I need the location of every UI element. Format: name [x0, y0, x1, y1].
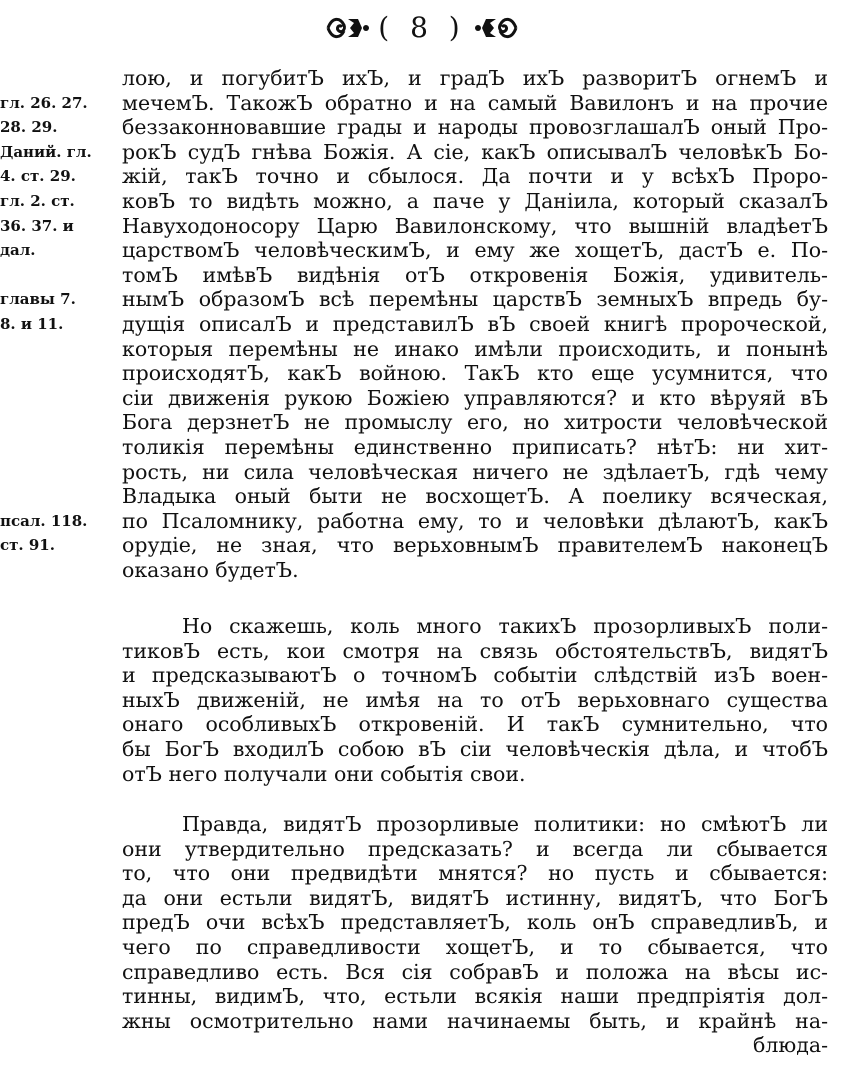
margin-note: 36. 37. и — [0, 216, 74, 235]
text-line: дущія описалЪ и представилЪ вЪ своей книгѣ пророческой, — [122, 311, 828, 336]
text-line: да они естьли видятЪ, видятЪ истинну, видятЪ, что БогЪ — [122, 885, 828, 910]
text-line: лою, и погубитЪ ихЪ, и градЪ ихЪ разворитЪ огнемЪ и — [122, 66, 828, 90]
margin-note: Даний. гл. — [0, 142, 92, 161]
text-line: оказано будетЪ. — [122, 557, 299, 582]
text-line: справедливо есть. Вся сія собравЪ и положа на вѣсы ис- — [122, 959, 828, 984]
text-line: беззаконновавшие грады и народы провозглашалЪ оный Про- — [122, 115, 828, 140]
text-line: рость, ни сила человѣческая ничего не здѣлаетЪ, гдѣ чему — [122, 459, 828, 484]
text-line: жны осмотрительно нами начинаемы быть, и крайнѣ на- — [122, 1008, 828, 1033]
text-line: они утвердительно предсказать? и всегда ли сбывается — [122, 836, 828, 861]
text-line: ныхЪ движеній, не имѣя на то отЪ верьховнаго существа — [122, 687, 828, 712]
right-ornament-icon — [474, 13, 520, 43]
text-line: по Псаломнику, работна ему, то и человѣки дѣлаютЪ, какЪ — [122, 508, 828, 533]
text-line: рокЪ судЪ гнѣва Божія. А сіе, какЪ описывалЪ человѣкЪ Бо- — [122, 139, 828, 164]
paragraph-2 — [122, 614, 828, 786]
text-line: Но скажешь, коль много такихЪ прозорливыхЪ поли- — [182, 614, 828, 638]
text-line: Правда, видятЪ прозорливые политики: но смѣютЪ ли — [182, 812, 828, 836]
text-line: жій, такЪ точно и сбылося. Да почти и у всѣхЪ Проро- — [122, 164, 828, 189]
text-line: толикія перемѣны единственно приписать? нѣтЪ: ни хит- — [122, 434, 828, 459]
margin-note: 8. и 11. — [0, 315, 64, 333]
text-line: происходятЪ, какЪ войною. ТакЪ кто еще усумнится, что — [122, 361, 828, 386]
text-line: онаго особливыхЪ откровеній. И такЪ сумнительно, что — [122, 712, 828, 737]
text-line: Бога дерзнетЪ не промыслу его, но хитрости человѣческой — [122, 410, 828, 435]
margin-note: гл. 26. 27. — [0, 93, 88, 112]
left-ornament-icon — [324, 13, 370, 43]
margin-note: псал. 118. — [0, 511, 88, 530]
paragraph-1 — [122, 66, 828, 582]
margin-note: главы 7. — [0, 290, 76, 309]
text-line: предЪ очи всѣхЪ представляетЪ, коль онЪ справедливЪ, и — [122, 910, 828, 935]
text-line: нымЪ образомЪ всѣ перемѣны царствЪ земныхЪ впредь бу- — [122, 287, 828, 312]
text-line: тиковЪ есть, кои смотря на связь обстоятельствЪ, видятЪ — [122, 638, 828, 663]
text-line: томЪ имѣвЪ видѣнія отЪ откровенія Божія, удивитель- — [122, 262, 828, 287]
margin-note: 4. ст. 29. — [0, 167, 76, 186]
catchword: блюда- — [753, 1033, 828, 1058]
text-line: мечемЪ. ТакожЪ обратно и на самый Вавилонъ и на прочие — [122, 90, 828, 115]
text-line: которыя перемѣны не инако имѣли происходить, и понынѣ — [122, 336, 828, 361]
text-line: и предсказываютЪ о точномЪ событіи слѣдствій изЪ воен- — [122, 663, 828, 688]
text-line: отЪ него получали они событія свои. — [122, 761, 526, 786]
text-line: сіи движенія рукою Божіею управляются? и кто вѣруяй вЪ — [122, 385, 828, 410]
text-line: Владыка оный быти не восхощетЪ. А поелику всяческая, — [122, 484, 828, 509]
paragraph-3 — [122, 812, 828, 1058]
text-line: ковЪ то видѣть можно, а паче у Даніила, который сказалЪ — [122, 188, 828, 213]
text-line: тинны, видимЪ, что, естьли всякія наши предпріятія дол- — [122, 984, 828, 1009]
text-line: то, что они предвидѣти мнятся? но пусть и сбывается: — [122, 861, 828, 886]
text-line: царствомЪ человѣческимЪ, и ему же хощетЪ, дастЪ е. По- — [122, 238, 828, 263]
text-line: орудіе, не зная, что верьховнымЪ правителемЪ наконецЪ — [122, 533, 828, 558]
margin-note: дал. — [0, 241, 36, 260]
page-header — [0, 8, 844, 48]
page-number: ( 8 ) — [378, 11, 466, 44]
text-line: чего по справедливости хощетЪ, и то сбывается, что — [122, 934, 828, 959]
margin-note: гл. 2. ст. — [0, 192, 75, 210]
text-line: бы БогЪ входилЪ собою вЪ сіи человѣческія дѣла, и чтобЪ — [122, 736, 828, 761]
margin-note: ст. 91. — [0, 536, 55, 555]
margin-note: 28. 29. — [0, 118, 58, 137]
text-line: Навуходоносору Царю Вавилонскому, что вышній владѣетЪ — [122, 213, 828, 238]
